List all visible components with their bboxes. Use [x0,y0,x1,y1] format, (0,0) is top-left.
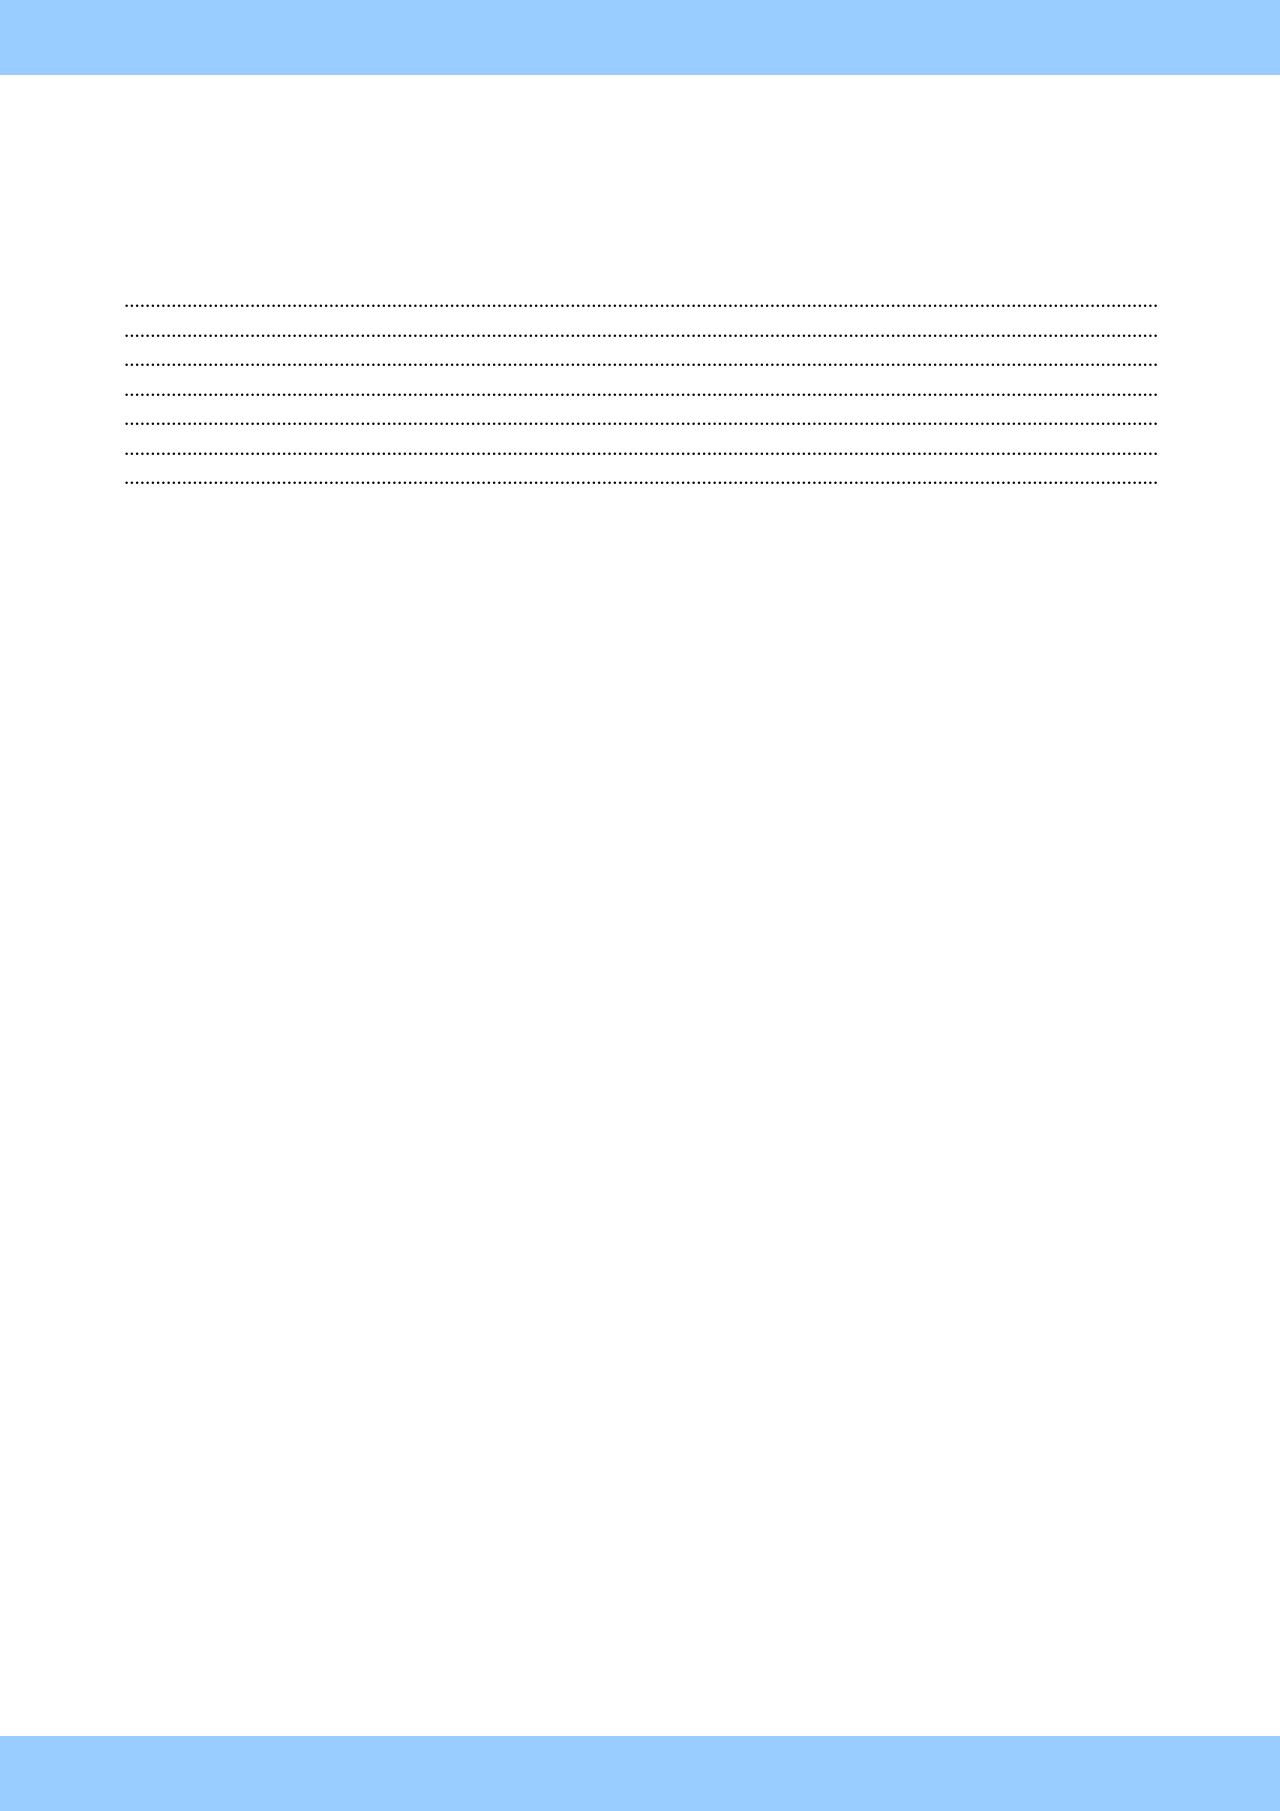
footer-band [0,1736,1280,1811]
toc-leader-dots [124,375,1159,405]
header-band [0,0,1280,75]
toc-entry[interactable] [124,434,1160,464]
toc-title [124,248,1160,286]
table-of-contents [124,248,1160,493]
toc-entry[interactable] [124,463,1160,493]
toc-leader-dots [124,345,1159,375]
toc-entry[interactable] [124,286,1160,316]
toc-leader-dots [124,434,1159,464]
toc-entry[interactable] [124,316,1160,346]
toc-entry[interactable] [124,345,1160,375]
toc-leader-dots [124,286,1159,316]
toc-leader-dots [124,316,1159,346]
toc-leader-dots [124,463,1159,493]
toc-list [124,286,1160,493]
toc-entry[interactable] [124,404,1160,434]
toc-leader-dots [124,404,1159,434]
toc-entry[interactable] [124,375,1160,405]
